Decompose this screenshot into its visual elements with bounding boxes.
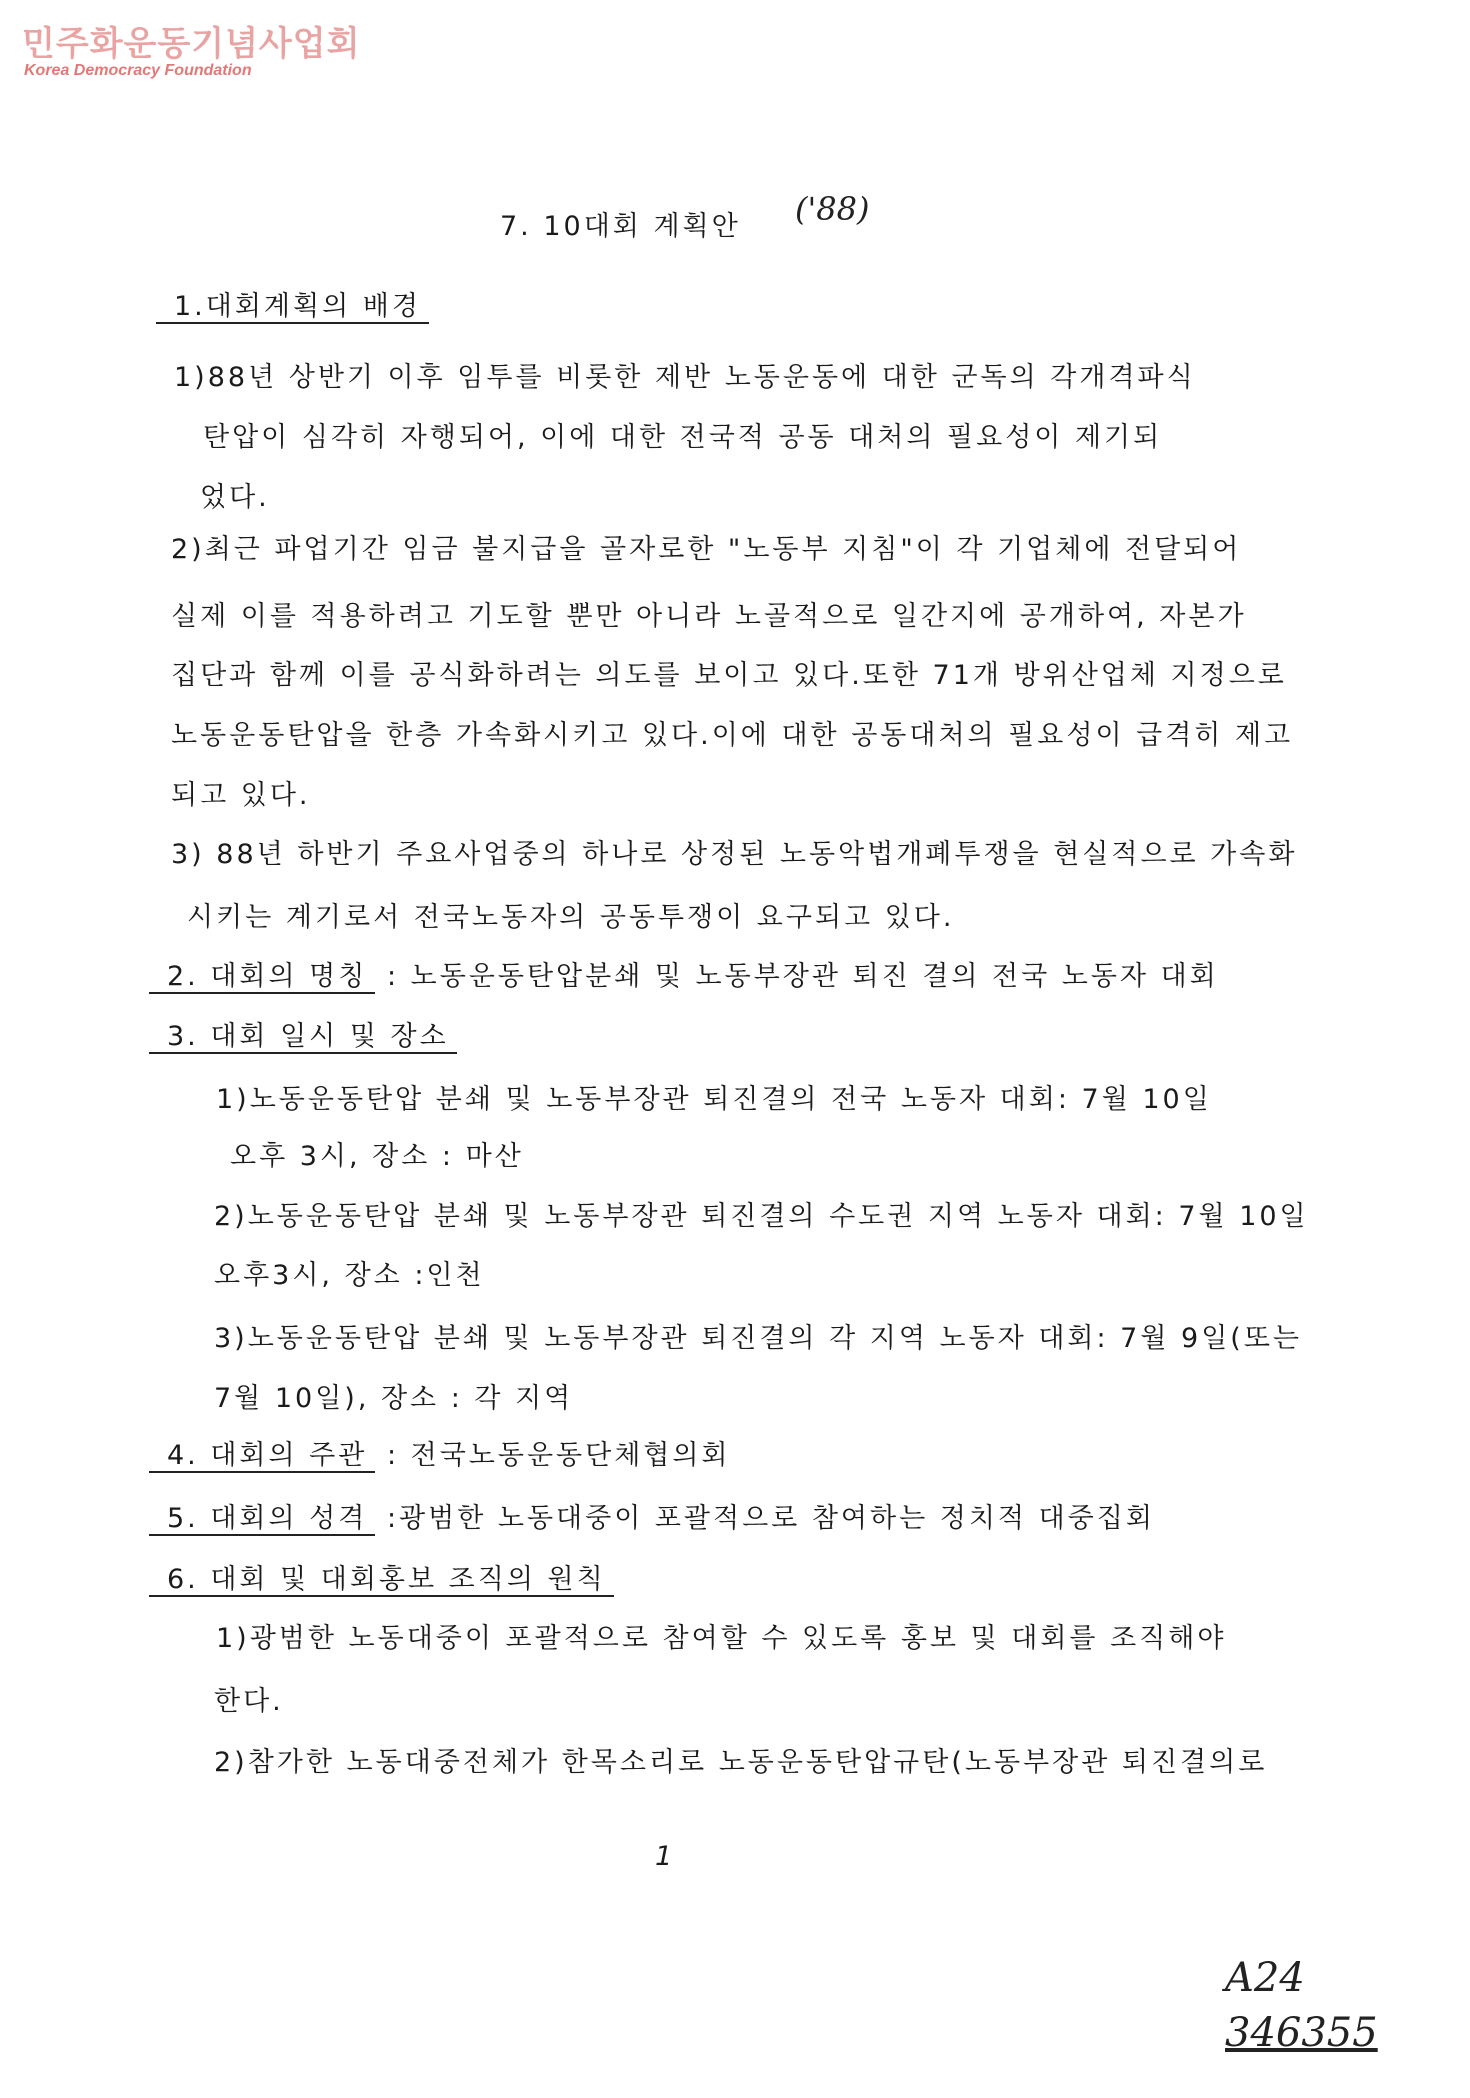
section-value: : 전국노동운동단체협의회 [386,1440,731,1471]
section-value: : 노동운동탄압분쇄 및 노동부장관 퇴진 결의 전국 노동자 대회 [386,961,1219,992]
archive-code: A24 [1225,1955,1305,2001]
watermark-logo-korean: 민주화운동기념사업회 [22,24,361,64]
text-line: 었다. [200,482,270,513]
page-number: 1 [655,1841,676,1872]
text-line: 3)노동운동탄압 분쇄 및 노동부장관 퇴진결의 각 지역 노동자 대회: 7월 9일(또는 [214,1323,1302,1354]
section-heading-label: 6. 대회 및 대회홍보 조직의 원칙 [149,1564,614,1597]
text-line: 1)노동운동탄압 분쇄 및 노동부장관 퇴진결의 전국 노동자 대회: 7월 10일 [216,1084,1212,1115]
text-line: 2)참가한 노동대중전체가 한목소리로 노동운동탄압규탄(노동부장관 퇴진결의로 [214,1747,1268,1778]
text-line: 7월 10일), 장소 : 각 지역 [214,1383,574,1414]
text-line: 실제 이를 적용하려고 기도할 뿐만 아니라 노골적으로 일간지에 공개하여, 자본가 [171,601,1247,632]
text-line: 탄압이 심각히 자행되어, 이에 대한 전국적 공동 대처의 필요성이 제기되 [203,422,1163,453]
section-value: :광범한 노동대중이 포괄적으로 참여하는 정치적 대중집회 [386,1503,1155,1534]
text-line: 노동운동탄압을 한층 가속화시키고 있다.이에 대한 공동대처의 필요성이 급격히 제고 [171,720,1294,751]
text-line: 한다. [214,1686,284,1717]
document-title: 7. 10대회 계획안 [500,211,741,242]
text-line: 1)88년 상반기 이후 임투를 비롯한 제반 노동운동에 대한 군독의 각개격파식 [174,362,1196,393]
text-line: 집단과 함께 이를 공식화하려는 의도를 보이고 있다.또한 71개 방위산업체 지정으로 [171,660,1287,691]
section-heading [167,1438,731,1474]
section-heading [167,1501,1155,1537]
year-annotation: ('88) [795,190,870,228]
section-heading [167,1562,614,1598]
archive-number: 346355 [1225,2010,1378,2056]
text-line: 3) 88년 하반기 주요사업중의 하나로 상정된 노동악법개폐투쟁을 현실적으로 가속화 [171,839,1298,870]
section-heading [167,1019,457,1055]
text-line: 오후 3시, 장소 : 마산 [230,1141,524,1172]
section-heading [174,289,429,325]
text-line: 오후3시, 장소 :인천 [214,1260,485,1291]
text-line: 2)최근 파업기간 임금 불지급을 골자로한 "노동부 지침"이 각 기업체에 전달되어 [171,534,1242,565]
text-line: 1)광범한 노동대중이 포괄적으로 참여할 수 있도록 홍보 및 대회를 조직해야 [216,1623,1227,1654]
text-line: 2)노동운동탄압 분쇄 및 노동부장관 퇴진결의 수도권 지역 노동자 대회: 7월 10일 [214,1201,1309,1232]
section-heading-label: 4. 대회의 주관 [149,1440,375,1473]
text-line: 시키는 계기로서 전국노동자의 공동투쟁이 요구되고 있다. [187,902,955,933]
section-heading-label: 2. 대회의 명칭 [149,961,375,994]
watermark-logo-english: Korea Democracy Foundation [24,62,252,79]
text-line: 되고 있다. [171,780,311,811]
section-heading-label: 5. 대회의 성격 [149,1503,375,1536]
section-heading-label: 3. 대회 일시 및 장소 [149,1021,457,1054]
section-heading-label: 1.대회계획의 배경 [156,291,429,324]
section-heading [167,959,1219,995]
